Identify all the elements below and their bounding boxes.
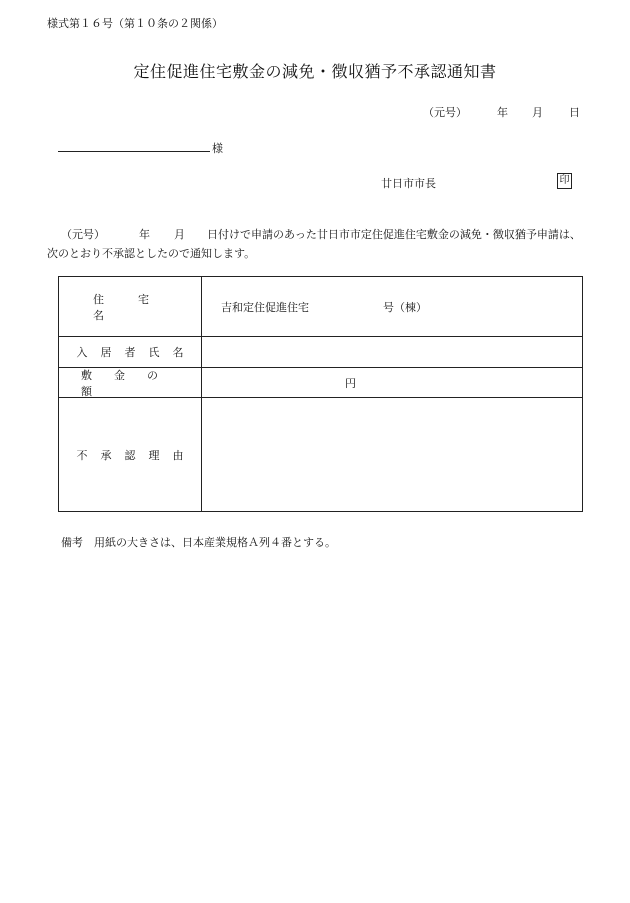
document-title: 定住促進住宅敷金の減免・徴収猶予不承認通知書 — [133, 62, 497, 81]
form-number: 様式第１６号（第１０条の２関係） — [47, 17, 223, 30]
housing-number-suffix: 号（棟） — [383, 300, 427, 314]
table-row-deposit-amount — [59, 367, 582, 397]
seal-mark: 印 — [557, 173, 572, 189]
issue-date — [423, 104, 580, 120]
value-rejection-reason — [202, 398, 582, 512]
issuer-title: 廿日市市長 — [381, 177, 436, 190]
value-resident-name — [202, 337, 582, 367]
label-housing-name: 住宅名 — [93, 292, 183, 322]
addressee-blank-line — [58, 151, 210, 152]
remarks-note: 備考 用紙の大きさは、日本産業規格Ａ列４番とする。 — [61, 536, 336, 549]
body-era: （元号） — [61, 228, 105, 241]
date-year: 年 — [497, 106, 508, 119]
body-year: 年 — [139, 228, 150, 241]
deposit-yen-unit: 円 — [345, 376, 356, 390]
table-row-resident-name — [59, 336, 582, 367]
label-rejection-reason: 不承認理由 — [76, 449, 197, 462]
label-deposit-amount: 敷金の額 — [81, 368, 180, 398]
label-resident-name: 入居者氏名 — [76, 346, 197, 359]
detail-table — [58, 276, 583, 512]
body-text: 日付けで申請のあった廿日市市定住促進住宅敷金の減免・徴収猶予申請は、次のとおり不承認としたので通知します。 — [47, 228, 581, 260]
date-month: 月 — [532, 106, 543, 119]
value-housing-name — [202, 277, 582, 336]
table-row-housing-name — [59, 277, 582, 336]
body-month: 月 — [174, 228, 185, 241]
addressee-suffix: 様 — [212, 142, 223, 155]
date-day: 日 — [569, 106, 580, 119]
notice-body — [47, 225, 587, 263]
date-era: （元号） — [423, 106, 467, 119]
table-row-rejection-reason — [59, 397, 582, 512]
value-deposit-amount — [202, 368, 582, 397]
housing-name-text: 吉和定住促進住宅 — [221, 300, 309, 314]
